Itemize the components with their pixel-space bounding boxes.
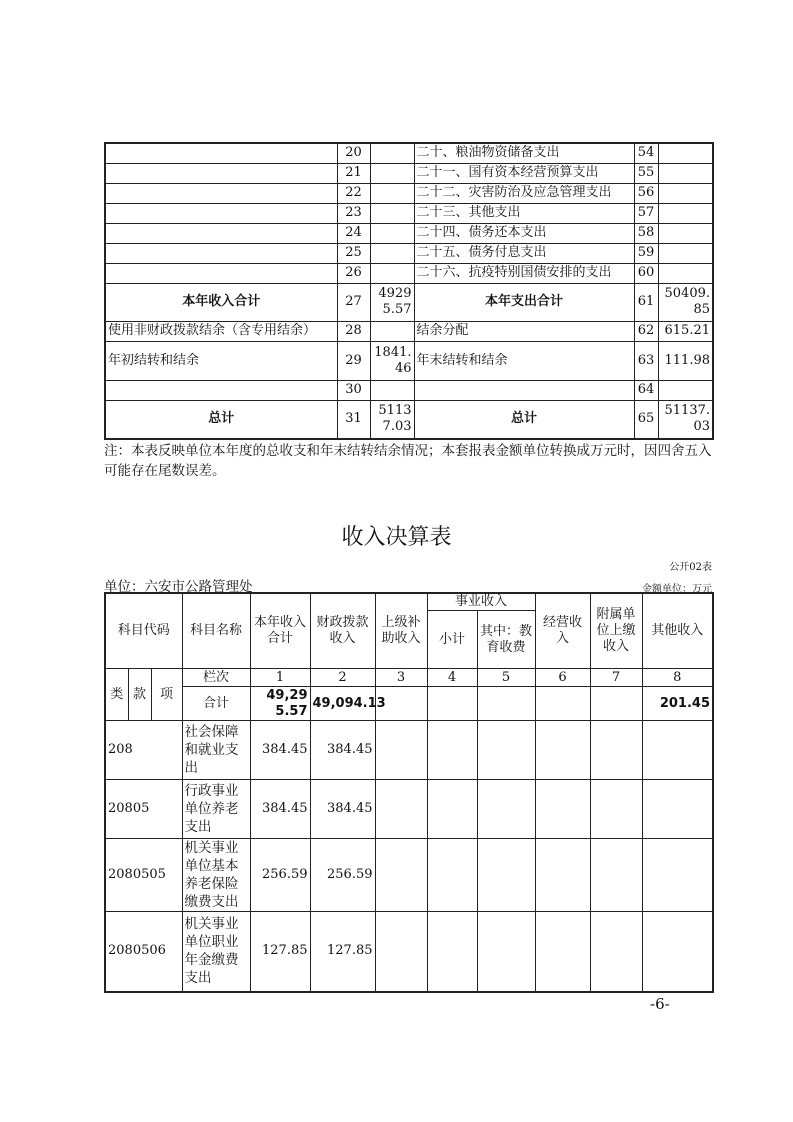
cell-ln: 29: [337, 341, 370, 380]
table-row: [105, 183, 713, 203]
empty-cell: [642, 780, 713, 839]
cell-c1: 384.45: [250, 780, 310, 839]
empty-cell: [375, 912, 427, 992]
header-c6: 经营收入: [535, 593, 590, 669]
table-row: [105, 912, 713, 992]
cell-right: 二十六、抗疫特别国债安排的支出: [414, 263, 634, 283]
cell-right: 二十二、灾害防治及应急管理支出: [414, 183, 634, 203]
cell-ln: 27: [337, 283, 370, 321]
cell-c2: 384.45: [310, 780, 375, 839]
header-c3: 上级补助收入: [375, 593, 427, 669]
col-number: 6: [535, 669, 590, 687]
cell-rv: 50409.85: [658, 283, 713, 321]
header-lanci: 栏次: [182, 669, 250, 687]
cell-rv: 111.98: [658, 341, 713, 380]
cell-lv: [370, 380, 414, 400]
income-expense-summary-table: [104, 142, 714, 440]
table-row: [105, 341, 713, 380]
table-row: [105, 780, 713, 839]
cell-rv: [658, 223, 713, 243]
cell-c1: 384.45: [250, 721, 310, 780]
cell-rn: 58: [634, 223, 658, 243]
empty-cell: [535, 839, 590, 912]
cell-rn: 61: [634, 283, 658, 321]
col-number: 2: [310, 669, 375, 687]
form-number: 公开02表: [669, 562, 712, 573]
cell-ln: 28: [337, 321, 370, 341]
income-final-accounts-table: [104, 592, 714, 993]
cell-rv: [658, 143, 713, 163]
cell-ln: 24: [337, 223, 370, 243]
cell-rn: 56: [634, 183, 658, 203]
cell-c2: 127.85: [310, 912, 375, 992]
header-business-income: 事业收入: [427, 593, 535, 611]
cell-rv: [658, 243, 713, 263]
cell-right: 结余分配: [414, 321, 634, 341]
empty-cell: [642, 721, 713, 780]
cell-lv: [370, 143, 414, 163]
cell-left: [105, 143, 337, 163]
table-row: [105, 283, 713, 321]
empty-cell: [642, 839, 713, 912]
cell-c2: 384.45: [310, 721, 375, 780]
cell-right: [414, 380, 634, 400]
table-row: [105, 163, 713, 183]
header-lei: 类: [105, 669, 128, 721]
empty-cell: [535, 780, 590, 839]
cell-rn: 62: [634, 321, 658, 341]
header-c5: 其中：教育收费: [477, 611, 535, 669]
cell-left: 本年收入合计: [105, 283, 337, 321]
cell-lv: 49295.57: [370, 283, 414, 321]
empty-cell: [427, 839, 477, 912]
empty-cell: [535, 912, 590, 992]
total-c1: 49,295.57: [250, 687, 310, 721]
cell-lv: [370, 223, 414, 243]
empty-cell: [427, 780, 477, 839]
cell-ln: 30: [337, 380, 370, 400]
header-name: 科目名称: [182, 593, 250, 669]
table-row: [105, 721, 713, 780]
table-row: [105, 243, 713, 263]
cell-right: 本年支出合计: [414, 283, 634, 321]
empty-cell: [535, 721, 590, 780]
subject-name: 机关事业单位基本养老保险缴费支出: [182, 839, 250, 912]
header-c4: 小计: [427, 611, 477, 669]
cell-left: 年初结转和结余: [105, 341, 337, 380]
cell-ln: 21: [337, 163, 370, 183]
cell-rn: 65: [634, 400, 658, 439]
cell-rv: [658, 380, 713, 400]
total-c8: 201.45: [642, 687, 713, 721]
unit-label: 单位：六安市公路管理处: [104, 579, 253, 595]
cell-ln: 22: [337, 183, 370, 203]
cell-lv: [370, 183, 414, 203]
table-row: [105, 263, 713, 283]
empty-cell: [590, 839, 642, 912]
subject-name: 行政事业单位养老支出: [182, 780, 250, 839]
subject-name: 社会保障和就业支出: [182, 721, 250, 780]
table-row: [105, 321, 713, 341]
cell-left: [105, 163, 337, 183]
cell-rv: [658, 183, 713, 203]
empty-cell: [590, 780, 642, 839]
subject-code: 2080505: [105, 839, 182, 912]
empty-cell: [590, 912, 642, 992]
table-row: [105, 400, 713, 439]
header-code: 科目代码: [105, 593, 182, 669]
cell-right: 总计: [414, 400, 634, 439]
cell-lv: [370, 263, 414, 283]
table-note: 注：本表反映单位本年度的总收支和年末结转结余情况；本套报表金额单位转换成万元时，因四舍五入可能存在尾数误差。: [104, 443, 712, 479]
empty-cell: [375, 721, 427, 780]
cell-rn: 63: [634, 341, 658, 380]
cell-c2: 256.59: [310, 839, 375, 912]
cell-right: 二十三、其他支出: [414, 203, 634, 223]
table-row: [105, 839, 713, 912]
cell-rn: 55: [634, 163, 658, 183]
col-number: 3: [375, 669, 427, 687]
header-c2: 财政拨款收入: [310, 593, 375, 669]
cell-rv: [658, 203, 713, 223]
cell-ln: 25: [337, 243, 370, 263]
page-number: -6-: [650, 995, 670, 1013]
total-c2: 49,094.13: [310, 687, 375, 721]
subject-code: 208: [105, 721, 182, 780]
header-c1: 本年收入合计: [250, 593, 310, 669]
cell-rv: [658, 163, 713, 183]
empty-cell: [642, 912, 713, 992]
empty-cell: [375, 780, 427, 839]
col-number: 5: [477, 669, 535, 687]
header-xiang: 项: [151, 669, 182, 721]
cell-right: 二十、粮油物资储备支出: [414, 143, 634, 163]
col-number: 8: [642, 669, 713, 687]
cell-rv: [658, 263, 713, 283]
cell-lv: [370, 203, 414, 223]
cell-lv: [370, 321, 414, 341]
page-title: 收入决算表: [341, 525, 452, 550]
cell-right: 年末结转和结余: [414, 341, 634, 380]
empty-cell: [477, 721, 535, 780]
empty-cell: [477, 780, 535, 839]
cell-ln: 26: [337, 263, 370, 283]
cell-ln: 23: [337, 203, 370, 223]
table-row: [105, 223, 713, 243]
header-c7: 附属单位上缴收入: [590, 593, 642, 669]
cell-rn: 59: [634, 243, 658, 263]
cell-lv: [370, 243, 414, 263]
cell-rn: 60: [634, 263, 658, 283]
cell-left: [105, 243, 337, 263]
cell-left: [105, 380, 337, 400]
table-row: [105, 203, 713, 223]
subject-code: 2080506: [105, 912, 182, 992]
cell-rn: 57: [634, 203, 658, 223]
col-number: 1: [250, 669, 310, 687]
cell-left: [105, 223, 337, 243]
cell-right: 二十四、债务还本支出: [414, 223, 634, 243]
cell-lv: [370, 163, 414, 183]
subject-code: 20805: [105, 780, 182, 839]
cell-right: 二十五、债务付息支出: [414, 243, 634, 263]
cell-left: 总计: [105, 400, 337, 439]
empty-cell: [375, 839, 427, 912]
cell-lv: 1841.46: [370, 341, 414, 380]
empty-cell: [427, 912, 477, 992]
cell-c1: 127.85: [250, 912, 310, 992]
cell-rv: 615.21: [658, 321, 713, 341]
header-c8: 其他收入: [642, 593, 713, 669]
cell-left: 使用非财政拨款结余（含专用结余）: [105, 321, 337, 341]
empty-cell: [477, 912, 535, 992]
table-row: [105, 380, 713, 400]
cell-rn: 64: [634, 380, 658, 400]
header-kuan: 款: [128, 669, 151, 721]
table-row: [105, 143, 713, 163]
empty-cell: [590, 721, 642, 780]
col-number: 7: [590, 669, 642, 687]
cell-rn: 54: [634, 143, 658, 163]
col-number: 4: [427, 669, 477, 687]
total-label: 合计: [182, 687, 250, 721]
cell-rv: 51137.03: [658, 400, 713, 439]
empty-cell: [427, 721, 477, 780]
cell-left: [105, 183, 337, 203]
cell-lv: 51137.03: [370, 400, 414, 439]
cell-right: 二十一、国有资本经营预算支出: [414, 163, 634, 183]
subject-name: 机关事业单位职业年金缴费支出: [182, 912, 250, 992]
cell-c1: 256.59: [250, 839, 310, 912]
cell-left: [105, 203, 337, 223]
amount-unit: 金额单位：万元: [642, 584, 712, 595]
cell-left: [105, 263, 337, 283]
cell-ln: 20: [337, 143, 370, 163]
cell-ln: 31: [337, 400, 370, 439]
total-row: [105, 687, 713, 721]
empty-cell: [477, 839, 535, 912]
